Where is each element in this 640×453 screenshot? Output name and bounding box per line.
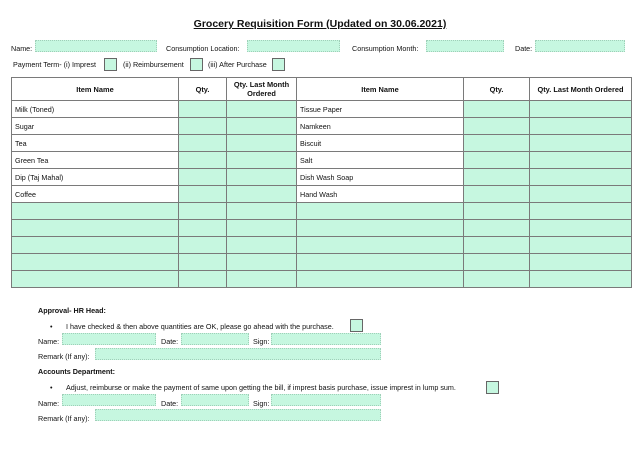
qty-cell[interactable] <box>179 118 227 135</box>
last-month-qty-cell[interactable] <box>227 135 297 152</box>
qty-cell[interactable] <box>179 152 227 169</box>
item-name-cell[interactable] <box>297 203 464 220</box>
last-month-qty-cell[interactable] <box>530 101 632 118</box>
table-row <box>12 254 632 271</box>
table-row <box>12 169 632 186</box>
item-name-cell[interactable] <box>12 271 179 288</box>
last-month-qty-cell[interactable] <box>227 203 297 220</box>
item-name-cell: Tea <box>12 135 179 152</box>
table-row <box>12 118 632 135</box>
item-name-cell: Green Tea <box>12 152 179 169</box>
qty-cell[interactable] <box>464 135 530 152</box>
qty-cell[interactable] <box>179 186 227 203</box>
qty-cell[interactable] <box>464 118 530 135</box>
item-name-cell: Dish Wash Soap <box>297 169 464 186</box>
item-name-cell[interactable] <box>12 254 179 271</box>
last-month-qty-cell[interactable] <box>530 135 632 152</box>
qty-cell[interactable] <box>179 254 227 271</box>
item-name-cell: Coffee <box>12 186 179 203</box>
item-name-cell[interactable] <box>297 271 464 288</box>
table-header-row <box>12 78 632 101</box>
item-name-cell[interactable] <box>12 203 179 220</box>
qty-cell[interactable] <box>179 271 227 288</box>
after-purchase-label: (iii) After Purchase <box>208 60 267 69</box>
item-name-cell[interactable] <box>12 237 179 254</box>
item-name-cell: Hand Wash <box>297 186 464 203</box>
name-label: Name: <box>11 44 33 53</box>
item-name-cell: Biscuit <box>297 135 464 152</box>
last-month-qty-cell[interactable] <box>227 271 297 288</box>
payment-term-label: Payment Term- (i) Imprest <box>13 60 96 69</box>
header-last-month-right: Qty. Last Month Ordered <box>530 78 632 101</box>
location-label: Consumption Location: <box>166 44 240 53</box>
approval-date-field[interactable] <box>181 333 249 345</box>
last-month-qty-cell[interactable] <box>530 152 632 169</box>
approval-sign-field[interactable] <box>271 333 381 345</box>
accounts-sign-field[interactable] <box>271 394 381 406</box>
qty-cell[interactable] <box>464 203 530 220</box>
accounts-date-field[interactable] <box>181 394 249 406</box>
item-name-cell: Milk (Toned) <box>12 101 179 118</box>
header-qty-left: Qty. <box>179 78 227 101</box>
header-qty-right: Qty. <box>464 78 530 101</box>
last-month-qty-cell[interactable] <box>227 186 297 203</box>
accounts-remark-label: Remark (If any): <box>38 414 90 423</box>
last-month-qty-cell[interactable] <box>530 118 632 135</box>
item-name-cell[interactable] <box>297 220 464 237</box>
table-row <box>12 220 632 237</box>
approval-name-label: Name: <box>38 337 60 346</box>
imprest-checkbox[interactable] <box>104 58 117 71</box>
last-month-qty-cell[interactable] <box>227 169 297 186</box>
approval-sign-label: Sign: <box>253 337 270 346</box>
accounts-name-label: Name: <box>38 399 60 408</box>
approval-name-field[interactable] <box>62 333 156 345</box>
qty-cell[interactable] <box>179 237 227 254</box>
last-month-qty-cell[interactable] <box>227 220 297 237</box>
item-name-cell[interactable] <box>12 220 179 237</box>
last-month-qty-cell[interactable] <box>530 271 632 288</box>
header-last-month-left: Qty. Last Month Ordered <box>227 78 297 101</box>
month-field[interactable] <box>426 40 504 52</box>
accounts-sign-label: Sign: <box>253 399 270 408</box>
table-row <box>12 152 632 169</box>
header-item-name-right: Item Name <box>297 78 464 101</box>
qty-cell[interactable] <box>179 169 227 186</box>
qty-cell[interactable] <box>179 101 227 118</box>
after-purchase-checkbox[interactable] <box>272 58 285 71</box>
table-row <box>12 186 632 203</box>
qty-cell[interactable] <box>179 135 227 152</box>
qty-cell[interactable] <box>464 186 530 203</box>
approval-remark-field[interactable] <box>95 348 381 360</box>
table-row <box>12 271 632 288</box>
table-row <box>12 101 632 118</box>
approval-remark-label: Remark (If any): <box>38 352 90 361</box>
qty-cell[interactable] <box>464 220 530 237</box>
accounts-date-label: Date: <box>161 399 179 408</box>
last-month-qty-cell[interactable] <box>530 254 632 271</box>
item-name-cell: Salt <box>297 152 464 169</box>
item-name-cell[interactable] <box>297 237 464 254</box>
qty-cell[interactable] <box>464 169 530 186</box>
last-month-qty-cell[interactable] <box>530 203 632 220</box>
table-row <box>12 237 632 254</box>
grocery-table <box>11 77 632 288</box>
qty-cell[interactable] <box>464 152 530 169</box>
approval-statement: I have checked & then above quantities are OK, please go ahead with the purchase. <box>66 322 334 331</box>
accounts-statement: Adjust, reimburse or make the payment of same upon getting the bill, if imprest basis purchase, issue imprest in lump sum. <box>66 383 456 392</box>
location-field[interactable] <box>247 40 340 52</box>
approval-date-label: Date: <box>161 337 179 346</box>
accounts-name-field[interactable] <box>62 394 156 406</box>
last-month-qty-cell[interactable] <box>530 186 632 203</box>
approval-bullet: • <box>50 322 53 331</box>
accounts-remark-field[interactable] <box>95 409 381 421</box>
approval-heading: Approval- HR Head: <box>38 306 106 315</box>
table-row <box>12 203 632 220</box>
table-row <box>12 135 632 152</box>
last-month-qty-cell[interactable] <box>530 220 632 237</box>
item-name-cell[interactable] <box>297 254 464 271</box>
last-month-qty-cell[interactable] <box>227 152 297 169</box>
qty-cell[interactable] <box>464 254 530 271</box>
accounts-heading: Accounts Department: <box>38 367 116 376</box>
last-month-qty-cell[interactable] <box>530 169 632 186</box>
last-month-qty-cell[interactable] <box>227 254 297 271</box>
form-title: Grocery Requisition Form (Updated on 30.06.2021) <box>193 18 447 30</box>
accounts-bullet: • <box>50 383 53 392</box>
date-field[interactable] <box>535 40 625 52</box>
item-name-cell: Dip (Taj Mahal) <box>12 169 179 186</box>
name-field[interactable] <box>35 40 157 52</box>
qty-cell[interactable] <box>179 203 227 220</box>
qty-cell[interactable] <box>464 271 530 288</box>
accounts-checkbox[interactable] <box>486 381 499 394</box>
qty-cell[interactable] <box>464 237 530 254</box>
date-label: Date: <box>515 44 533 53</box>
item-name-cell: Sugar <box>12 118 179 135</box>
qty-cell[interactable] <box>179 220 227 237</box>
approval-checkbox[interactable] <box>350 319 363 332</box>
last-month-qty-cell[interactable] <box>227 118 297 135</box>
last-month-qty-cell[interactable] <box>227 237 297 254</box>
last-month-qty-cell[interactable] <box>227 101 297 118</box>
reimbursement-label: (ii) Reimbursement <box>123 60 184 69</box>
item-name-cell: Namkeen <box>297 118 464 135</box>
reimbursement-checkbox[interactable] <box>190 58 203 71</box>
qty-cell[interactable] <box>464 101 530 118</box>
last-month-qty-cell[interactable] <box>530 237 632 254</box>
header-item-name-left: Item Name <box>12 78 179 101</box>
item-name-cell: Tissue Paper <box>297 101 464 118</box>
month-label: Consumption Month: <box>352 44 419 53</box>
